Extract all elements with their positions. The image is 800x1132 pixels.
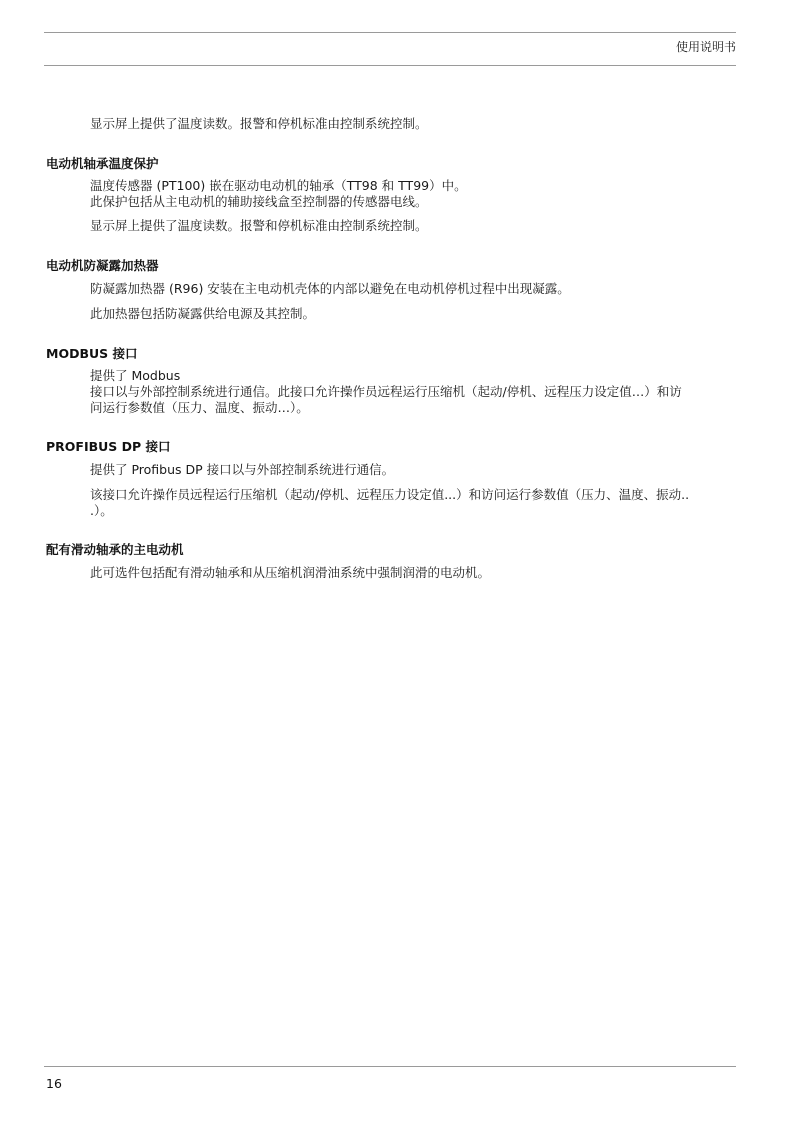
page-number: 16 [46,1076,62,1091]
section-paragraph: 此加热器包括防凝露供给电源及其控制。 [90,306,316,321]
text-line: 问运行参数值（压力、温度、振动…）。 [90,400,309,415]
section-heading: PROFIBUS DP 接口 [46,439,171,454]
document-body [46,116,736,581]
text-line: 接口以与外部控制系统进行通信。此接口允许操作员远程运行压缩机（起动/停机、远程压力设定值…）和访 [90,384,682,399]
header-bottom-rule [44,65,736,66]
header-top-rule [44,32,736,33]
section-paragraph [90,487,736,519]
section-heading: MODBUS 接口 [46,346,138,361]
text-line: 提供了 Modbus [90,368,181,383]
section-paragraph [90,368,736,416]
section-paragraph: 此可选件包括配有滑动轴承和从压缩机润滑油系统中强制润滑的电动机。 [90,565,491,580]
text-line: .）。 [90,503,113,518]
footer-rule [44,1066,736,1067]
text-line: 该接口允许操作员远程运行压缩机（起动/停机、远程压力设定值...）和访问运行参数值（压力、温度、振动.. [90,487,690,502]
document-title: 使用说明书 [675,40,736,54]
section-paragraph [90,178,736,210]
section-paragraph: 防凝露加热器 (R96) 安装在主电动机壳体的内部以避免在电动机停机过程中出现凝露。 [90,281,570,296]
text-line: 此保护包括从主电动机的辅助接线盒至控制器的传感器电线。 [90,194,428,209]
section-heading: 电动机防凝露加热器 [46,258,159,273]
section-paragraph: 提供了 Profibus DP 接口以与外部控制系统进行通信。 [90,462,395,477]
section-heading: 配有滑动轴承的主电动机 [46,542,184,557]
section-paragraph: 显示屏上提供了温度读数。报警和停机标准由控制系统控制。 [90,218,428,233]
text-line: 温度传感器 (PT100) 嵌在驱动电动机的轴承（TT98 和 TT99）中。 [90,178,467,193]
section-heading: 电动机轴承温度保护 [46,156,159,171]
intro-paragraph: 显示屏上提供了温度读数。报警和停机标准由控制系统控制。 [90,116,428,131]
